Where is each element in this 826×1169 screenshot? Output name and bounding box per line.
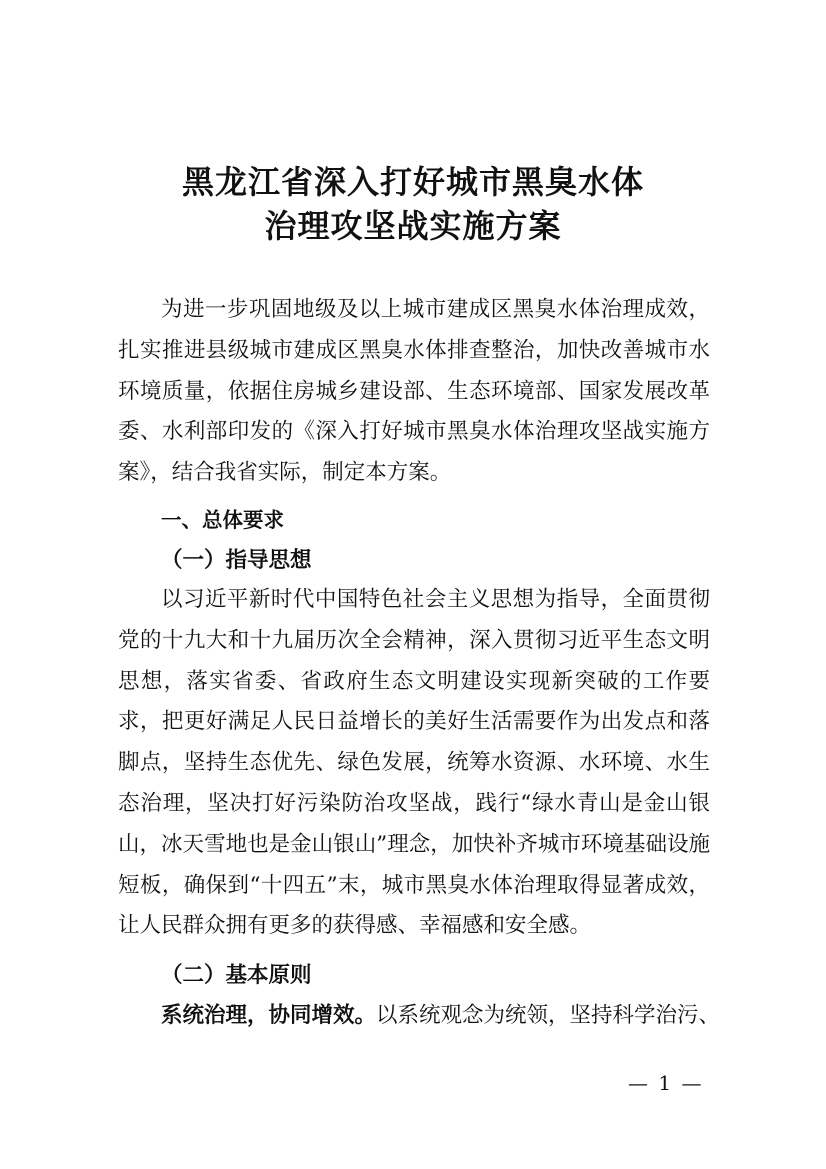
principle-body-text: 以系统观念为统领，坚持科学治污、: [376, 1003, 721, 1028]
guiding-ideology-paragraph: 以习近平新时代中国特色社会主义思想为指导，全面贯彻党的十九大和十九届历次全会精神，深入贯彻习近平生态文明思想，落实省委、省政府生态文明建设实现新突破的工作要求，把更好满足人民日益增长的美好生活需要作为出发点和落脚点，坚持生态优先、绿色发展，统筹水资源、水环境、水生态治理，坚决打好污染防治攻坚战，践行“绿水青山是金山银山，冰天雪地也是金山银山”理念，加快补齐城市环境基础设施短板，确保到“十四五”末，城市黑臭水体治理取得显著成效，让人民群众拥有更多的获得感、幸福感和安全感。: [118, 587, 710, 939]
page-number: — 1 —: [628, 1071, 704, 1095]
document-title-line-2: 治理攻坚战实施方案: [264, 207, 562, 245]
section-heading-general-requirements: 一、总体要求: [161, 508, 284, 532]
intro-paragraph: 为进一步巩固地级及以上城市建成区黑臭水体治理成效，扎实推进县级城市建成区黑臭水体排查整治，加快改善城市水环境质量，依据住房城乡建设部、生态环境部、国家发展改革委、水利部印发的《深入打好城市黑臭水体治理攻坚战实施方案》，结合我省实际，制定本方案。: [118, 297, 710, 486]
document-title-line-1: 黑龙江省深入打好城市黑臭水体: [181, 163, 644, 201]
principle-lead-text: 系统治理，协同增效。: [161, 1003, 377, 1028]
subsection-heading-basic-principles: （二）基本原则: [161, 963, 312, 988]
principle-paragraph: [161, 996, 721, 1036]
subsection-heading-guiding-ideology: （一）指导思想: [161, 548, 312, 573]
